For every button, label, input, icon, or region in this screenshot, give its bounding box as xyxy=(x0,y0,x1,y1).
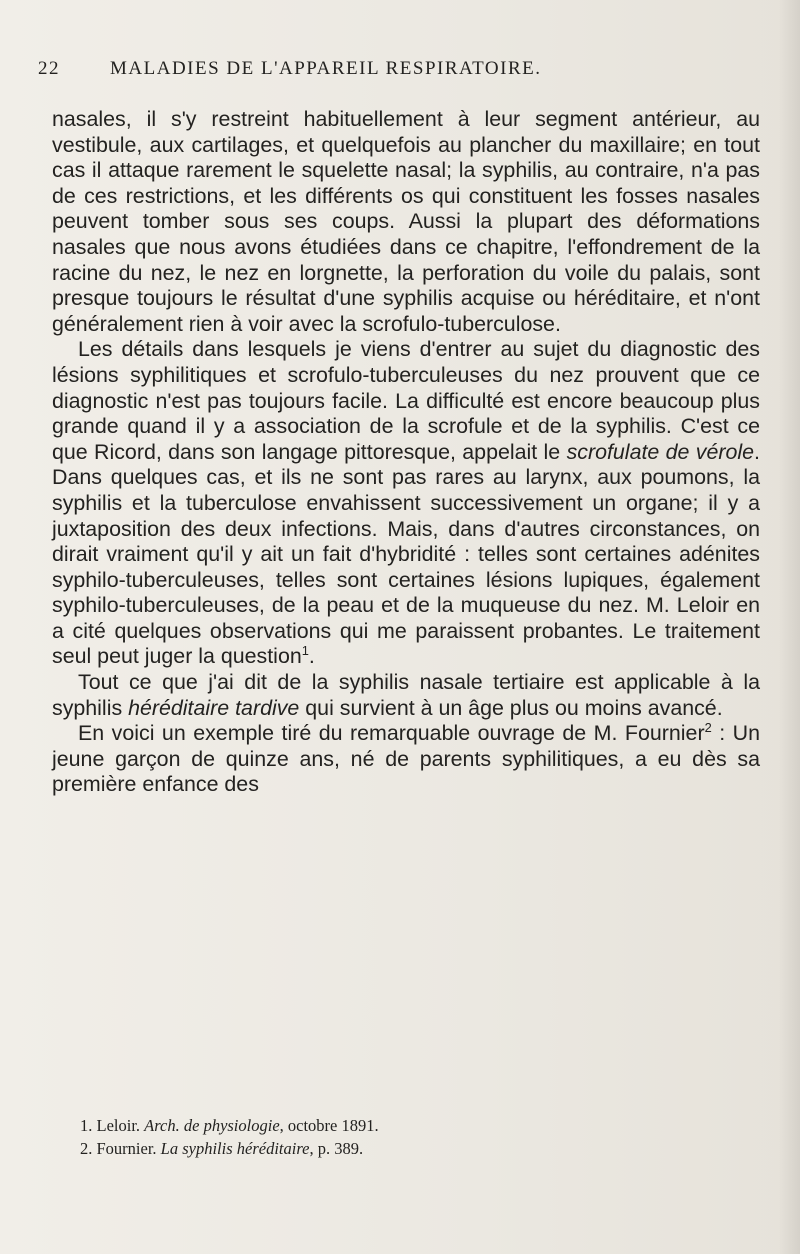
paragraph-3-text-before: Tout ce que j'ai dit de la syphilis nasale tertiaire est applicable à la syphilis xyxy=(52,670,760,720)
paragraph-4-text-after: : Un jeune garçon de quinze ans, né de parents syphilitiques, a eu dès sa première enfance des xyxy=(52,721,760,797)
paragraph-2-text-before: Les détails dans lesquels je viens d'entrer au sujet du diagnostic des lésions syphilitiques et scrofulo-tuberculeuses du nez prouvent que ce diagnostic n'est pas toujours facile. La difficulté est encore beaucoup plus grande quand il y a association de la scrofule et de la syphilis. C'est ce que Ricord, dans son langage pittoresque, appelait le xyxy=(52,337,760,464)
paragraph-2-end: . xyxy=(308,644,315,669)
page-edge-shadow xyxy=(778,0,800,1254)
footnote-ref-1[interactable]: 1 xyxy=(301,643,309,659)
footnote-2-rest: , p. 389. xyxy=(309,1139,364,1158)
paragraph-4-text-before: En voici un exemple tiré du remarquable ouvrage de M. Fournier xyxy=(78,721,705,746)
footnote-2 xyxy=(80,1137,760,1160)
footnote-1-number: 1. xyxy=(80,1116,93,1135)
paragraph-3-italic-phrase: héréditaire tardive xyxy=(128,695,300,720)
footnotes xyxy=(80,1114,760,1160)
footnote-2-title: La syphilis héréditaire xyxy=(160,1139,310,1158)
paragraph-2-italic-phrase: scrofulate de vérole xyxy=(566,439,755,464)
page-number: 22 xyxy=(38,58,60,79)
running-title: MALADIES DE L'APPAREIL RESPIRATOIRE. xyxy=(110,58,542,79)
paragraph-3 xyxy=(52,670,760,721)
paragraph-2-text-after: . Dans quelques cas, et ils ne sont pas rares au larynx, aux poumons, la syphilis et la tuberculose envahissent successivement un organe; il y a juxtaposition des deux infections. Mais, dans d'autres circonstances, on dirait vraiment qu'il y ait un fait d'hybridité : telles sont certaines adénites syphilo-tuberculeuses, telles sont certaines lésions lupiques, également syphilo-tuberculeuses, de la peau et de la muqueuse du nez. M. Leloir en a cité quelques observations qui me paraissent probantes. Le traitement seul peut juger la question xyxy=(52,439,760,669)
footnote-1-title: Arch. de physiologie xyxy=(144,1116,280,1135)
footnote-2-number: 2. xyxy=(80,1139,93,1158)
paragraph-1-text: nasales, il s'y restreint habituellement à leur segment antérieur, au vestibule, aux cartilages, et quelquefois au plancher du maxillaire; en tout cas il attaque rarement le squelette nasal; la syphilis, au contraire, n'a pas de ces restrictions, et les différents os qui constituent les fosses nasales peuvent tomber sous ses coups. Aussi la plupart des déformations nasales que nous avons étudiées dans ce chapitre, l'effondrement de la racine du nez, le nez en lorgnette, la perforation du voile du palais, sont presque toujours le résultat d'une syphilis acquise ou héréditaire, et n'ont généralement rien à voir avec la scrofulo-tuberculose. xyxy=(52,107,760,336)
footnote-1-rest: , octobre 1891. xyxy=(279,1116,379,1135)
page-header xyxy=(38,58,778,84)
footnote-ref-2[interactable]: 2 xyxy=(704,720,712,736)
footnote-2-author: Fournier. xyxy=(96,1139,157,1158)
paragraph-3-text-after: qui survient à un âge plus ou moins avancé. xyxy=(299,695,723,720)
footnote-1 xyxy=(80,1114,760,1137)
paragraph-1 xyxy=(52,107,760,337)
body-text xyxy=(52,107,760,798)
paragraph-2 xyxy=(52,337,760,670)
footnote-1-author: Leloir. xyxy=(96,1116,141,1135)
paragraph-4 xyxy=(52,721,760,798)
